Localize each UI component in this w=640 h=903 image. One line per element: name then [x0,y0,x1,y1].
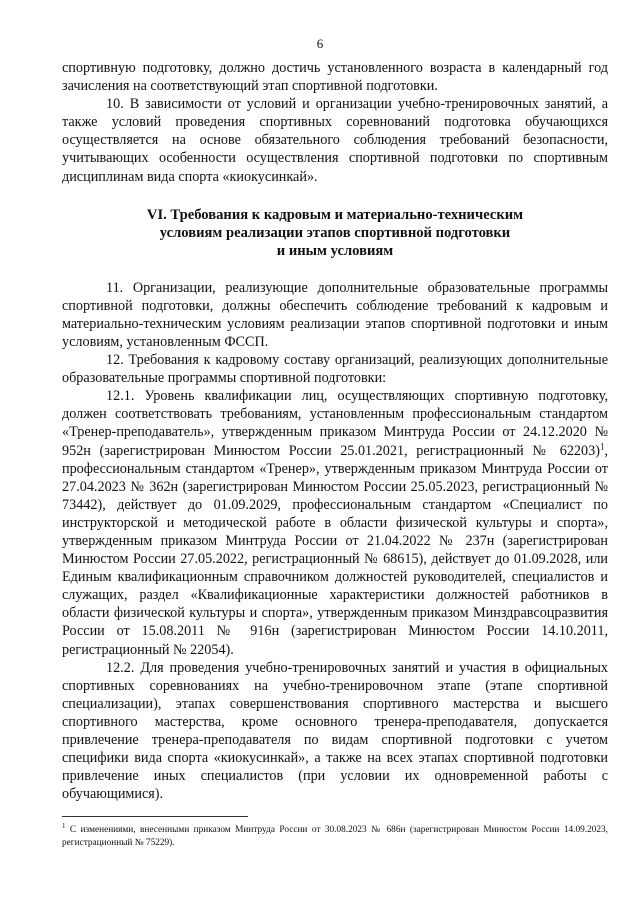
section-heading [62,206,608,260]
section-heading-line-2: условиям реализации этапов спортивной подготовки [159,224,511,241]
paragraph-12-2: 12.2. Для проведения учебно-тренировочных занятий и участия в официальных спортивных соревнованиях на учебно-тренировочном этапе (этапе спортивной специализации), этапах совершенствования спортивного мастерства и высшего спортивного мастерства, кроме основного тренера-преподавателя, допускается привлечение тренера-преподавателя по видам спортивной подготовки с учетом специфики вида спорта «киокусинкай», а также на всех этапах спортивной подготовки привлечение иных специалистов (при условии их одновременной работы с обучающимися). [62,659,608,803]
paragraph-12-1-part-b: , профессиональным стандартом «Тренер», утвержденным приказом Минтруда России от 27.04.2023 № 362н (зарегистрирован Минюстом России 25.05.2023, регистрационный № 73442), действует до 01.09.2029, профессиональным стандартом «Специалист по инструкторской и методической работе в области физической культуры и спорта», утвержденным приказом Минтруда России от 21.04.2022 № 237н (зарегистрирован Минюстом России 27.05.2022, регистрационный № 68615), действует до 01.09.2028, или Единым квалификационным справочником должностей руководителей, специалистов и служащих, раздел «Квалификационные характеристики должностей работников в области физической культуры и спорта», утвержденным приказом Минздравсоцразвития России от 15.08.2011 № 916н (зарегистрирован Минюстом России 14.10.2011, регистрационный № 22054). [62,442,608,658]
footnote-reference: 1 [599,440,605,451]
footnote [62,821,608,849]
section-heading-line-1: VI. Требования к кадровым и материально-техническим [146,206,524,223]
paragraph-12: 12. Требования к кадровому составу организаций, реализующих дополнительные образовательные программы спортивной подготовки: [62,352,608,387]
footnote-divider [62,816,248,817]
paragraph-11: 11. Организации, реализующие дополнительные образовательные программы спортивной подготовки, должны обеспечить соблюдение требований к кадровым и материально-техническим условиям реализации этапов спортивной подготовки и иным условиям, установленным ФССП. [62,279,608,350]
page-number: 6 [316,36,324,51]
section-heading-line-3: и иным условиям [276,242,394,259]
paragraph-12-1-part-a: 12.1. Уровень квалификации лиц, осуществляющих спортивную подготовку, должен соответствовать требованиям, установленным профессиональным стандартом «Тренер-преподаватель», утвержденным приказом Минтруда России от 24.12.2020 № 952н (зарегистрирован Минюстом России 25.01.2021, регистрационный № 62203) [62,388,608,459]
paragraph-12-1 [62,387,608,658]
footnote-text: С изменениями, внесенными приказом Минтруда России от 30.08.2023 № 686н (зарегистрирован Минюстом России 14.09.2023, регистрационный № 75229). [62,825,608,848]
paragraph-10: 10. В зависимости от условий и организации учебно-тренировочных занятий, а также условий проведения спортивных соревнований подготовка обучающихся осуществляется на основе обязательного соблюдения требований безопасности, учитывающих особенности осуществления спортивной подготовки по спортивным дисциплинам вида спорта «киокусинкай». [62,96,608,185]
paragraph-continuation: спортивную подготовку, должно достичь установленного возраста в календарный год зачисления на соответствующий этап спортивной подготовки. [62,60,608,95]
document-body [62,59,608,803]
footnote-marker: 1 [62,821,66,830]
